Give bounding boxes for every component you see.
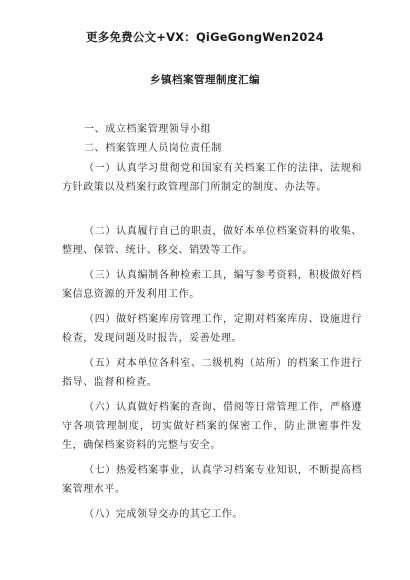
duty-paragraph-4: （四）做好档案库房管理工作，定期对档案库房、设施进行检查，发现问题及时报告，妥善处理。	[62, 314, 362, 344]
duty-paragraph-8: （八）完成领导交办的其它工作。	[84, 509, 243, 520]
promo-header: 更多免费公文+VX：QiGeGongWen2024	[86, 30, 324, 44]
duty-paragraph-6: （六）认真做好档案的查询、借阅等日常管理工作，严格遵守各项管理制度，切实做好档案的保密工作，防止泄密事件发生，确保档案资料的完整与安全。	[62, 402, 362, 451]
duty-paragraph-2: （二）认真履行自己的职责，做好本单位档案资料的收集、整理、保管、统计、移交、销毁等工作。	[62, 226, 362, 256]
section-heading-1: 一、成立档案管理领导小组	[84, 124, 212, 135]
document-title: 乡镇档案管理制度汇编	[150, 74, 260, 86]
duty-paragraph-3: （三）认真编制各种检索工具，编写参考资料，积极做好档案信息资源的开发利用工作。	[62, 270, 362, 300]
duty-paragraph-5: （五）对本单位各科室、二级机构（站所）的档案工作进行指导、监督和检查。	[62, 358, 362, 388]
duty-paragraph-7: （七）热爱档案事业，认真学习档案专业知识，不断提高档案管理水平。	[62, 465, 362, 495]
section-heading-2: 二、档案管理人员岗位责任制	[84, 143, 222, 154]
duty-paragraph-1: （一）认真学习贯彻党和国家有关档案工作的法律、法规和方针政策以及档案行政管理部门所制定的制度、办法等。	[62, 163, 362, 193]
